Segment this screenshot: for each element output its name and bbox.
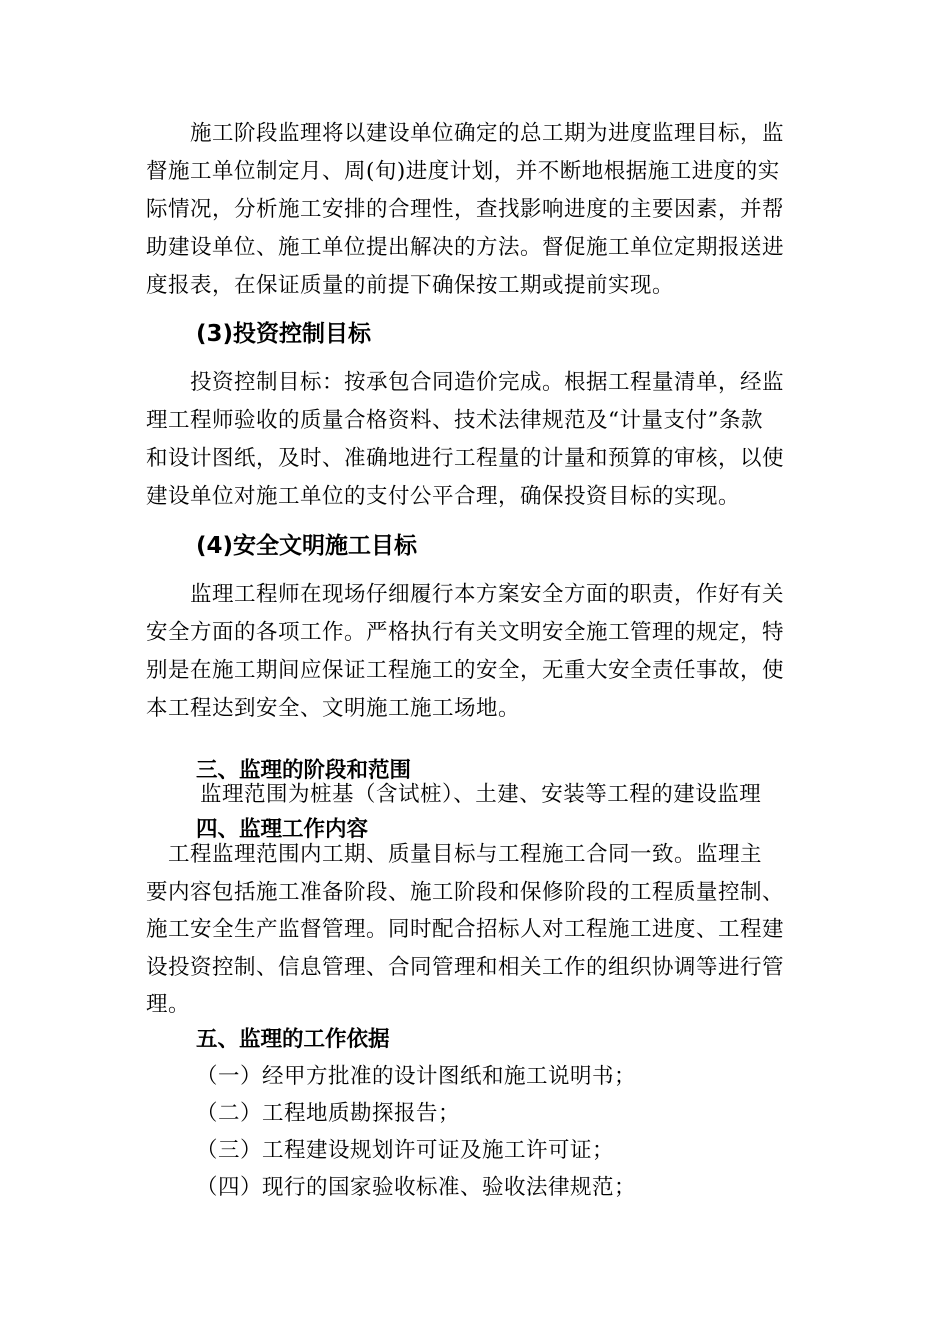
section-five-heading: 五、监理的工作依据: [196, 1027, 390, 1052]
investment-paragraph-line: 建设单位对施工单位的支付公平合理，确保投资目标的实现。: [146, 484, 741, 509]
safety-paragraph-line: 本工程达到安全、文明施工施工场地。: [146, 696, 521, 721]
investment-paragraph-line: 理工程师验收的质量合格资料、技术法律规范及“计量支付”条款: [146, 408, 763, 433]
section-four-heading: 四、监理工作内容: [196, 817, 369, 842]
schedule-paragraph-line: 施工阶段监理将以建设单位确定的总工期为进度监理目标，监: [146, 121, 785, 146]
content-paragraph-line: 设投资控制、信息管理、合同管理和相关工作的组织协调等进行管: [146, 955, 785, 980]
schedule-paragraph-line: 度报表，在保证质量的前提下确保按工期或提前实现。: [146, 273, 675, 298]
stage-scope-text: 监理范围为桩基（含试桩）、土建、安装等工程的建设监理: [200, 782, 762, 807]
investment-paragraph-line: 投资控制目标：按承包合同造价完成。根据工程量清单，经监: [146, 370, 785, 395]
basis-list-item: （三）工程建设规划许可证及施工许可证；: [196, 1138, 615, 1163]
schedule-paragraph-line: 督施工单位制定月、周(旬)进度计划，并不断地根据施工进度的实: [146, 159, 780, 184]
safety-paragraph-line: 安全方面的各项工作。严格执行有关文明安全施工管理的规定，特: [146, 620, 785, 645]
schedule-paragraph-line: 际情况，分析施工安排的合理性，查找影响进度的主要因素，并帮: [146, 197, 785, 222]
investment-paragraph-line: 和设计图纸，及时、准确地进行工程量的计量和预算的审核，以使: [146, 446, 785, 471]
basis-list-item: （二）工程地质勘探报告；: [196, 1101, 461, 1126]
basis-list-item: （一）经甲方批准的设计图纸和施工说明书；: [196, 1064, 637, 1089]
basis-list-item: （四）现行的国家验收标准、验收法律规范；: [196, 1175, 637, 1200]
safety-paragraph-line: 别是在施工期间应保证工程施工的安全，无重大安全责任事故，使: [146, 658, 785, 683]
schedule-paragraph-line: 助建设单位、施工单位提出解决的方法。督促施工单位定期报送进: [146, 235, 785, 260]
safety-heading: (4)安全文明施工目标: [196, 533, 418, 559]
investment-control-heading: (3)投资控制目标: [196, 321, 372, 347]
section-three-heading: 三、监理的阶段和范围: [196, 758, 412, 783]
content-paragraph-line: 要内容包括施工准备阶段、施工阶段和保修阶段的工程质量控制、: [146, 880, 785, 905]
content-paragraph-line: 施工安全生产监督管理。同时配合招标人对工程施工进度、工程建: [146, 917, 785, 942]
content-paragraph-line: 理。: [146, 992, 191, 1017]
safety-paragraph-line: 监理工程师在现场仔细履行本方案安全方面的职责，作好有关: [146, 582, 785, 607]
content-paragraph-line: 工程监理范围内工期、质量目标与工程施工合同一致。监理主: [146, 842, 763, 867]
